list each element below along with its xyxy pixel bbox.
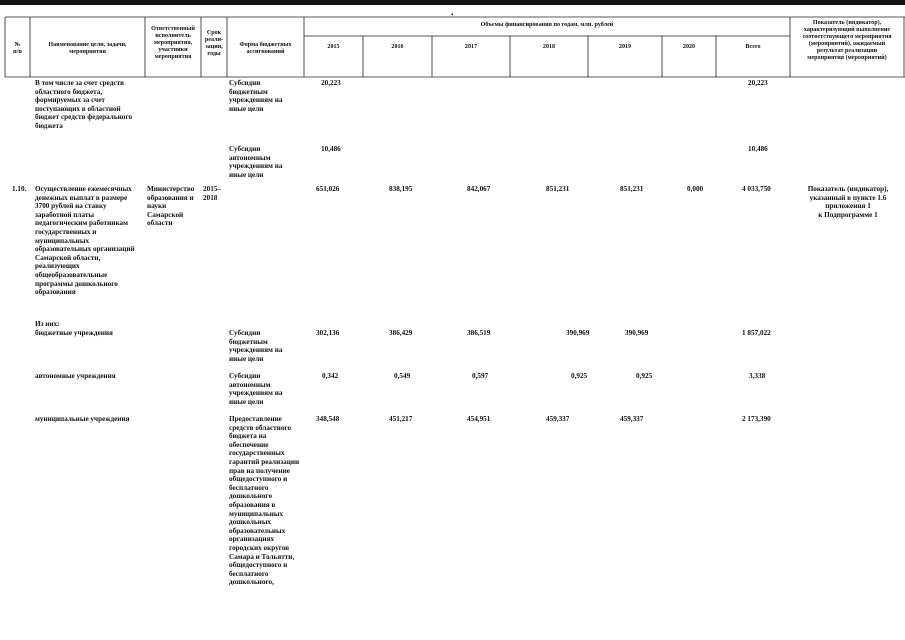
row5-2016: 0,549 <box>394 372 411 380</box>
row4-2015: 302,136 <box>316 329 340 337</box>
row3-2020: 0,000 <box>687 185 704 193</box>
row3-2019: 851,231 <box>620 185 644 193</box>
header-year-2018: 2018 <box>542 44 556 50</box>
of-them-label: Из них: <box>35 320 60 328</box>
row4-2019: 390,969 <box>625 329 649 337</box>
row6-form: Предоставление средств областного бюджета на обеспечение государственных гарантий реализации прав на получение общедоступного и бесплатного дошкольного образования в муниципальных дошкольных образовательных организациях городских округов Самара и Тольятти, общедоступного и бесплатного дошкольного, <box>229 415 300 587</box>
header-indicator: Показатель (индикатор), характеризующий выполнение соответствующего мероприятия (мероприятий), ожидаемый результат реализации мероприятия (мероприятий) <box>802 20 892 61</box>
row3-2018: 851,231 <box>546 185 570 193</box>
row1-2015: 20,223 <box>321 79 341 87</box>
row5-2019: 0,925 <box>636 372 653 380</box>
row4-2016: 386,429 <box>389 329 413 337</box>
row6-2015: 348,548 <box>316 415 340 423</box>
row2-total: 10,486 <box>748 145 768 153</box>
header-num: № п/п <box>13 42 22 55</box>
row4-name: бюджетные учреждения <box>35 329 113 337</box>
row6-total: 2 173,390 <box>742 415 771 423</box>
row6-2016: 451,217 <box>389 415 413 423</box>
row4-2017: 386,519 <box>467 329 491 337</box>
row1-form: Субсидии бюджетным учреждениям на иные цели <box>229 79 283 113</box>
row1-name: В том числе за счет средств областного бюджета, формируемых за счет поступающих в областной бюджет средств федерального бюджета <box>35 79 133 130</box>
row4-total: 1 857,022 <box>742 329 771 337</box>
header-volumes: Объемы финансирования по годам, млн. рублей <box>480 22 614 28</box>
row3-2015: 651,026 <box>316 185 340 193</box>
row5-2015: 0,342 <box>322 372 339 380</box>
row4-form: Субсидии бюджетным учреждениям на иные цели <box>229 329 283 363</box>
scan-mark: • <box>451 11 454 19</box>
row6-2017: 454,951 <box>467 415 491 423</box>
row6-2019: 459,337 <box>620 415 644 423</box>
row1-total: 20,223 <box>748 79 768 87</box>
row3-2016: 838,195 <box>389 185 413 193</box>
header-year-2019: 2019 <box>618 44 632 50</box>
header-year-2017: 2017 <box>464 44 478 50</box>
row4-2018: 390,969 <box>566 329 590 337</box>
header-name: Наименование цели, задачи, мероприятия <box>48 42 127 55</box>
row3-num: 1.10. <box>12 185 27 193</box>
row5-total: 3,338 <box>749 372 766 380</box>
row3-term: 2015– 2018 <box>203 185 221 202</box>
row5-2018: 0,925 <box>571 372 588 380</box>
row3-name: Осуществление ежемесячных денежных выплат в размере 3700 рублей на ставку заработной платы педагогическим работникам государственных и муниципальных образовательных организаций Самарской области, реализующих общеобразовательные программы дошкольного образования <box>35 185 135 297</box>
row3-indicator: Показатель (индикатор), указанный в пункте 1.6 приложения 1 к Подпрограмме 1 <box>807 185 889 219</box>
row3-responsible: Министерство образования и науки Самарской области <box>147 185 195 228</box>
row5-form: Субсидии автономным учреждениям на иные цели <box>229 372 283 406</box>
row3-2017: 842,067 <box>467 185 491 193</box>
header-responsible: Ответственный исполнитель мероприятия, участники мероприятия <box>151 26 195 60</box>
row3-total: 4 033,750 <box>742 185 771 193</box>
row6-2018: 459,337 <box>546 415 570 423</box>
row5-name: автономные учреждения <box>35 372 116 380</box>
row2-2015: 10,486 <box>321 145 341 153</box>
row2-form: Субсидии автономным учреждениям на иные цели <box>229 145 283 179</box>
header-year-2020: 2020 <box>682 44 696 50</box>
row5-2017: 0,597 <box>472 372 489 380</box>
header-year-2015: 2015 <box>327 44 340 50</box>
row6-name: муниципальные учреждения <box>35 415 130 423</box>
header-year-2016: 2016 <box>391 44 404 50</box>
header-form: Форма бюджетных ассигнований <box>239 42 292 55</box>
header-term: Срок реали- зации, годы <box>204 30 224 57</box>
header-total: Всего <box>745 44 761 50</box>
